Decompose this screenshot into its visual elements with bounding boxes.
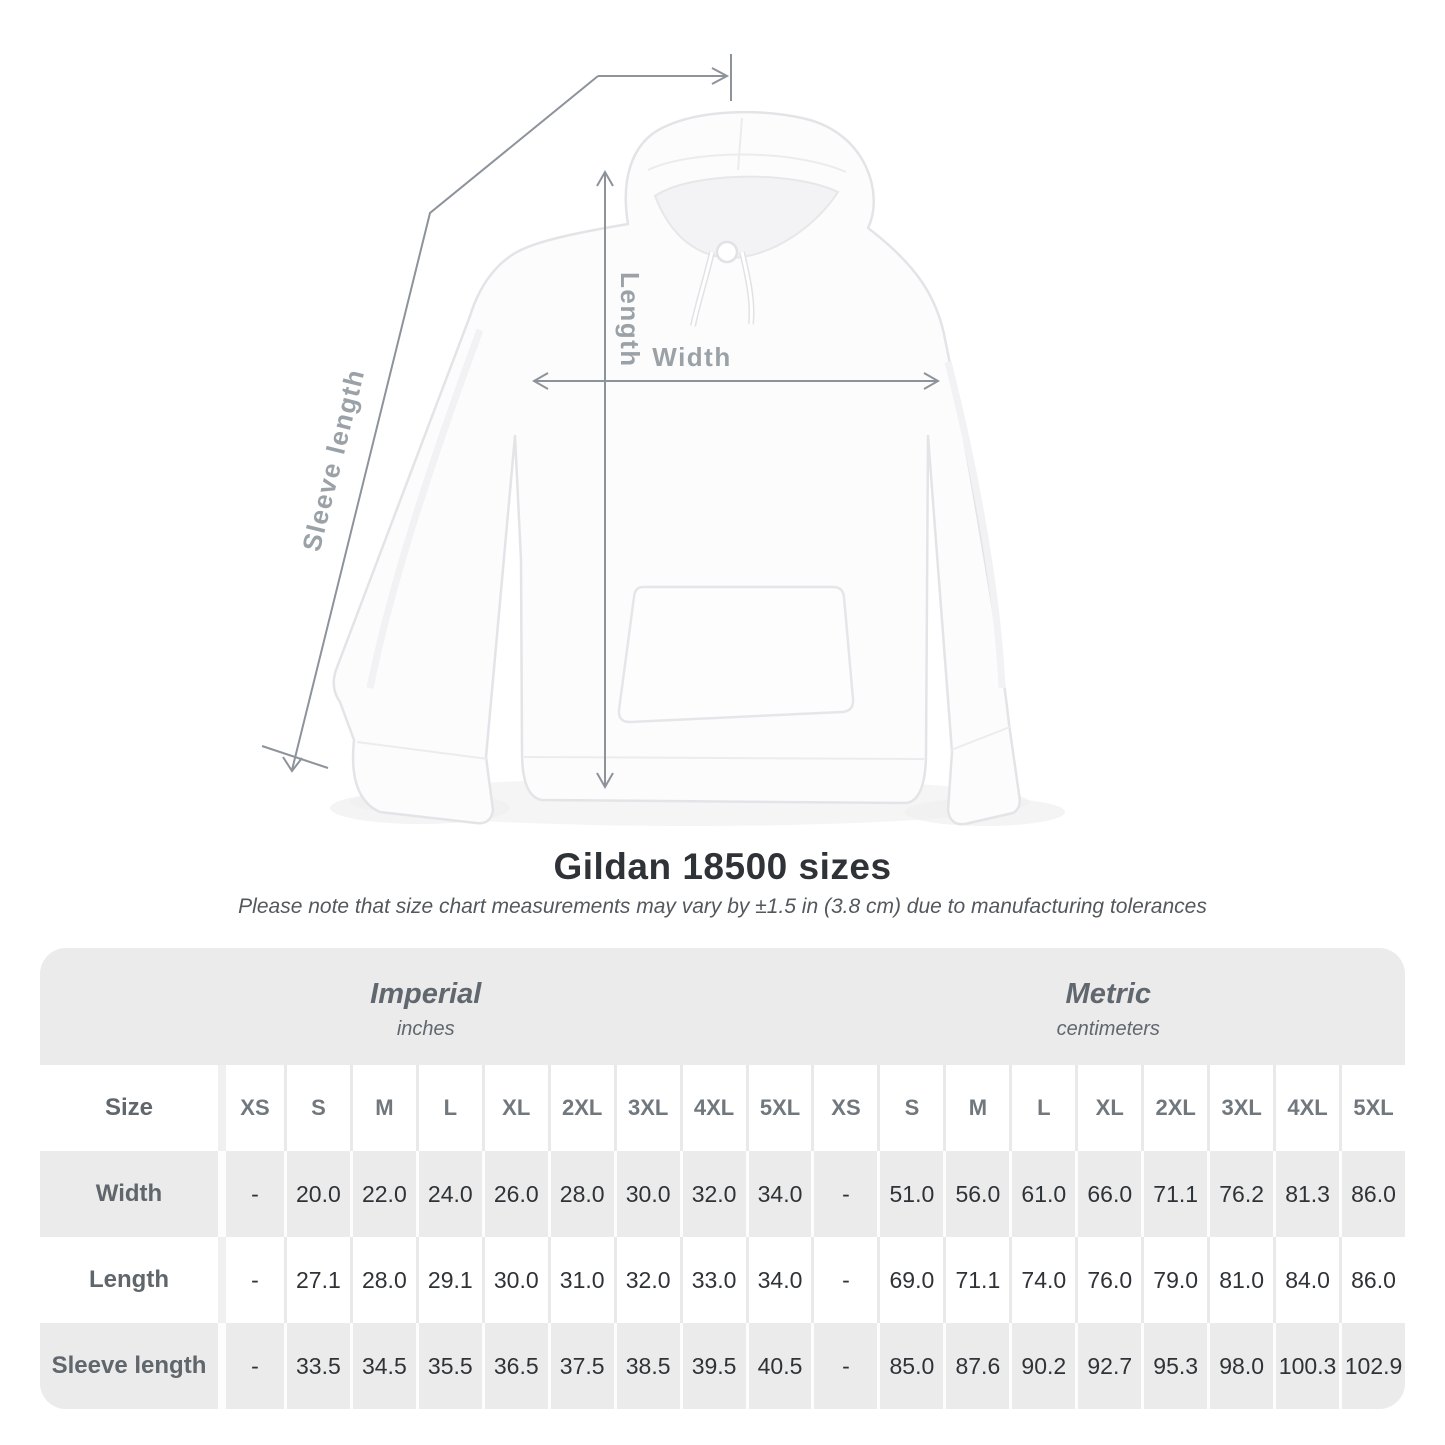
value-sleeve-length-metric-4xl: 100.3 [1273,1323,1339,1409]
value-sleeve-length-imperial-xs: - [218,1323,284,1409]
value-width-imperial-2xl: 28.0 [548,1151,614,1237]
value-sleeve-length-metric-m: 87.6 [943,1323,1009,1409]
size-header-metric-l: L [1009,1065,1075,1151]
value-width-metric-5xl: 86.0 [1339,1151,1405,1237]
value-length-metric-2xl: 79.0 [1141,1237,1207,1323]
size-header-imperial-xs: XS [218,1065,284,1151]
value-length-metric-m: 71.1 [943,1237,1009,1323]
sleeve-measure-label: Sleeve length [296,365,371,555]
value-length-imperial-xl: 30.0 [482,1237,548,1323]
size-header-metric-xs: XS [811,1065,877,1151]
value-sleeve-length-metric-xl: 92.7 [1075,1323,1141,1409]
value-length-imperial-l: 29.1 [416,1237,482,1323]
value-width-imperial-s: 20.0 [284,1151,350,1237]
value-width-imperial-xs: - [218,1151,284,1237]
value-length-metric-3xl: 81.0 [1207,1237,1273,1323]
value-sleeve-length-imperial-2xl: 37.5 [548,1323,614,1409]
page-title: Gildan 18500 sizes [553,846,892,887]
value-length-metric-xs: - [811,1237,877,1323]
sleeve-bottom-tick [262,746,328,768]
value-sleeve-length-imperial-5xl: 40.5 [746,1323,812,1409]
value-sleeve-length-metric-xs: - [811,1323,877,1409]
unit-header-band [40,948,1405,1065]
tolerance-note: Please note that size chart measurements may vary by ±1.5 in (3.8 cm) due to manufacturing tolerances [238,895,1207,918]
value-length-metric-s: 69.0 [877,1237,943,1323]
length-measure-label: Length [615,272,645,368]
size-table-card [40,948,1405,1409]
size-header-imperial-xl: XL [482,1065,548,1151]
value-sleeve-length-imperial-l: 35.5 [416,1323,482,1409]
size-header-metric-s: S [877,1065,943,1151]
width-measure-label: Width [652,342,732,372]
value-width-metric-m: 56.0 [943,1151,1009,1237]
metric-header: Metric [1065,978,1151,1010]
size-header-imperial-m: M [350,1065,416,1151]
size-header-imperial-s: S [284,1065,350,1151]
value-sleeve-length-metric-5xl: 102.9 [1339,1323,1405,1409]
value-length-imperial-3xl: 32.0 [614,1237,680,1323]
value-width-metric-l: 61.0 [1009,1151,1075,1237]
value-width-metric-4xl: 81.3 [1273,1151,1339,1237]
kangaroo-pocket [619,587,853,722]
value-sleeve-length-imperial-3xl: 38.5 [614,1323,680,1409]
value-sleeve-length-imperial-m: 34.5 [350,1323,416,1409]
size-header-imperial-2xl: 2XL [548,1065,614,1151]
value-length-metric-4xl: 84.0 [1273,1237,1339,1323]
value-length-imperial-4xl: 33.0 [680,1237,746,1323]
imperial-unit: inches [396,1018,455,1040]
value-sleeve-length-metric-2xl: 95.3 [1141,1323,1207,1409]
size-header-row [40,1065,1405,1151]
value-sleeve-length-metric-3xl: 98.0 [1207,1323,1273,1409]
metric-header-group [812,948,1406,1065]
value-width-imperial-5xl: 34.0 [746,1151,812,1237]
size-header-imperial-3xl: 3XL [614,1065,680,1151]
value-sleeve-length-imperial-s: 33.5 [284,1323,350,1409]
size-header-imperial-4xl: 4XL [680,1065,746,1151]
size-header-metric-xl: XL [1075,1065,1141,1151]
size-header-metric-4xl: 4XL [1273,1065,1339,1151]
size-header-imperial-l: L [416,1065,482,1151]
drawstring-knot [717,242,737,262]
size-header-metric-5xl: 5XL [1339,1065,1405,1151]
value-width-imperial-4xl: 32.0 [680,1151,746,1237]
value-width-imperial-l: 24.0 [416,1151,482,1237]
value-width-metric-s: 51.0 [877,1151,943,1237]
imperial-header: Imperial [370,978,482,1010]
value-width-imperial-xl: 26.0 [482,1151,548,1237]
value-length-imperial-s: 27.1 [284,1237,350,1323]
size-header-metric-2xl: 2XL [1141,1065,1207,1151]
value-width-metric-2xl: 71.1 [1141,1151,1207,1237]
size-header-metric-m: M [943,1065,1009,1151]
value-sleeve-length-metric-l: 90.2 [1009,1323,1075,1409]
imperial-header-group [40,948,812,1065]
value-width-metric-xs: - [811,1151,877,1237]
value-length-metric-5xl: 86.0 [1339,1237,1405,1323]
value-length-metric-xl: 76.0 [1075,1237,1141,1323]
table-row-width [40,1151,1405,1237]
value-width-imperial-3xl: 30.0 [614,1151,680,1237]
size-header-metric-3xl: 3XL [1207,1065,1273,1151]
value-length-imperial-5xl: 34.0 [746,1237,812,1323]
value-width-metric-3xl: 76.2 [1207,1151,1273,1237]
row-label-length: Length [89,1266,169,1293]
value-length-imperial-m: 28.0 [350,1237,416,1323]
size-header-imperial-5xl: 5XL [746,1065,812,1151]
value-sleeve-length-metric-s: 85.0 [877,1323,943,1409]
value-sleeve-length-imperial-4xl: 39.5 [680,1323,746,1409]
value-length-metric-l: 74.0 [1009,1237,1075,1323]
value-sleeve-length-imperial-xl: 36.5 [482,1323,548,1409]
row-label-width: Width [40,1151,218,1237]
size-column-header: Size [104,1094,154,1121]
table-row-length [40,1237,1405,1323]
value-length-imperial-xs: - [218,1237,284,1323]
value-length-imperial-2xl: 31.0 [548,1237,614,1323]
table-row-sleeve-length [40,1323,1405,1409]
value-width-imperial-m: 22.0 [350,1151,416,1237]
value-width-metric-xl: 66.0 [1075,1151,1141,1237]
metric-unit: centimeters [1056,1018,1160,1040]
row-label-sleeve-length: Sleeve length [40,1323,218,1409]
